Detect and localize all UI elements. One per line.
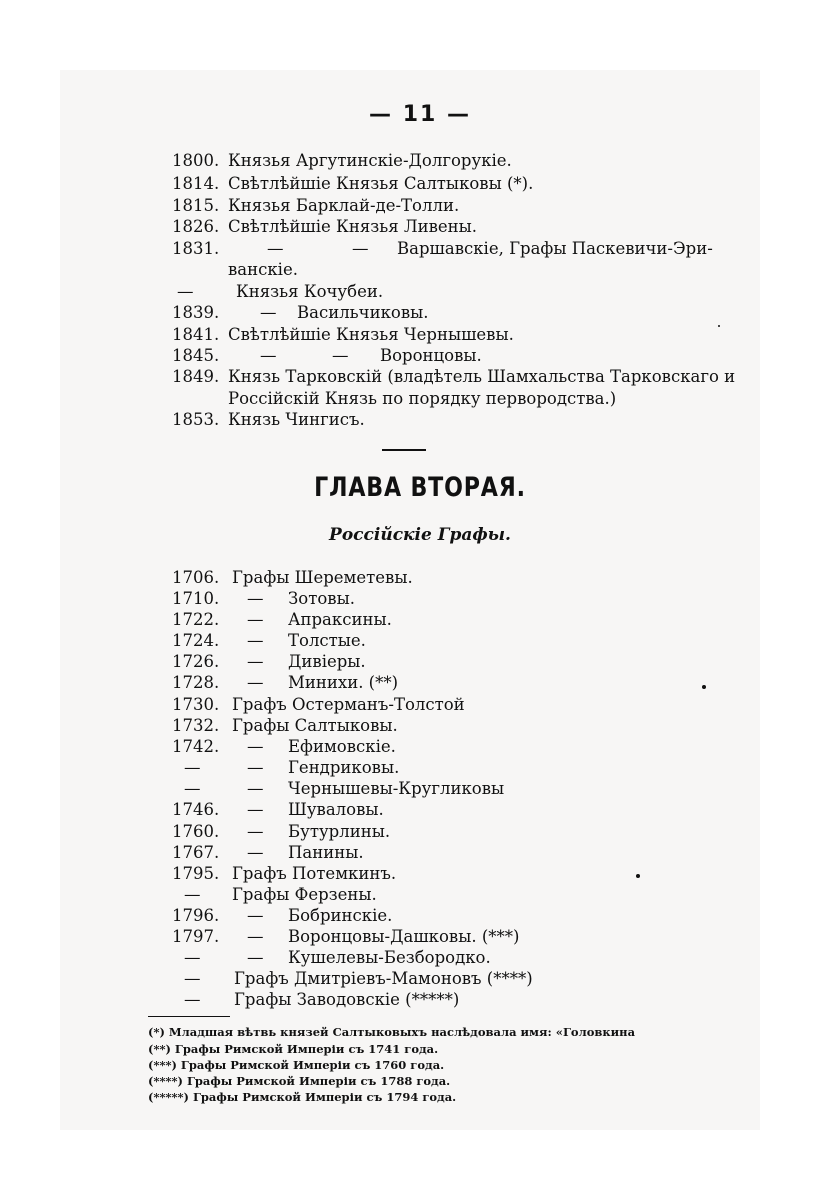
entry-text: Шуваловы. bbox=[288, 800, 384, 819]
year: 1797. bbox=[172, 927, 220, 946]
ditto-mark: — bbox=[184, 969, 201, 988]
entry-text: Гендриковы. bbox=[288, 758, 400, 777]
entry-text: Дивіеры. bbox=[288, 652, 366, 671]
ditto-mark: — bbox=[247, 779, 264, 798]
year: 1760. bbox=[172, 822, 220, 841]
year: 1800. bbox=[172, 151, 220, 170]
entry-text: Воронцовы-Дашковы. (***) bbox=[288, 927, 520, 946]
ditto-mark: — bbox=[260, 303, 277, 322]
ditto-mark: — bbox=[184, 779, 201, 798]
footnote: (*) Младшая вѣтвь князей Салтыковыхъ наслѣдовала имя: «Головкина bbox=[148, 1025, 636, 1039]
ditto-mark: — bbox=[247, 589, 264, 608]
footnote: (***) Графы Римской Имперіи съ 1760 года. bbox=[148, 1058, 445, 1072]
entry-text: Бобринскіе. bbox=[288, 906, 393, 925]
page-number: — 11 — bbox=[369, 102, 471, 127]
year: 1839. bbox=[172, 303, 220, 322]
entry-text: Свѣтлѣйшіе Князья Ливены. bbox=[228, 217, 478, 236]
entry-text: Варшавскіе, Графы Паскевичи-Эри- bbox=[397, 239, 713, 258]
ditto-mark: — bbox=[247, 800, 264, 819]
year: 1815. bbox=[172, 196, 220, 215]
entry-text: Князья Аргутинскіе-Долгорукіе. bbox=[228, 151, 512, 170]
entry-text: ванскіе. bbox=[228, 260, 298, 279]
ditto-mark: — bbox=[184, 990, 201, 1009]
ditto-mark: — bbox=[247, 906, 264, 925]
ink-speck bbox=[636, 874, 640, 878]
ditto-mark: — bbox=[267, 239, 284, 258]
ditto-mark: — bbox=[184, 885, 201, 904]
year: 1746. bbox=[172, 800, 220, 819]
entry-text: Графы Салтыковы. bbox=[232, 716, 398, 735]
ditto-mark: — bbox=[332, 346, 349, 365]
entry-text: Князья Барклай-де-Толли. bbox=[228, 196, 460, 215]
ditto-mark: — bbox=[260, 346, 277, 365]
entry-text: Графы Шереметевы. bbox=[232, 568, 413, 587]
entry-text: Графы Ферзены. bbox=[232, 885, 377, 904]
entry-text: Зотовы. bbox=[288, 589, 355, 608]
year: 1814. bbox=[172, 174, 220, 193]
entry-text: Графъ Остерманъ-Толстой bbox=[232, 695, 465, 714]
chapter-subtitle: Россійскіе Графы. bbox=[329, 525, 511, 545]
entry-text: Князь Тарковскій (владѣтель Шамхальства Тарковскаго и bbox=[228, 367, 736, 386]
ditto-mark: — bbox=[247, 673, 264, 692]
footnote: (****) Графы Римской Имперіи съ 1788 года. bbox=[148, 1074, 451, 1088]
ditto-mark: — bbox=[247, 652, 264, 671]
year: 1730. bbox=[172, 695, 220, 714]
footnote-rule bbox=[148, 1016, 230, 1017]
section-divider bbox=[382, 449, 426, 451]
entry-text: Васильчиковы. bbox=[297, 303, 429, 322]
entry-text: Панины. bbox=[288, 843, 364, 862]
year: 1767. bbox=[172, 843, 220, 862]
ditto-mark: — bbox=[177, 282, 194, 301]
entry-text: Князья Кочубеи. bbox=[236, 282, 384, 301]
year: 1849. bbox=[172, 367, 220, 386]
year: 1845. bbox=[172, 346, 220, 365]
entry-text: Ефимовскіе. bbox=[288, 737, 396, 756]
entry-text: Толстые. bbox=[288, 631, 366, 650]
footnote: (*****) Графы Римской Имперіи съ 1794 года. bbox=[148, 1090, 457, 1104]
year: 1796. bbox=[172, 906, 220, 925]
entry-text: Бутурлины. bbox=[288, 822, 391, 841]
year: 1732. bbox=[172, 716, 220, 735]
year: 1710. bbox=[172, 589, 220, 608]
year: 1826. bbox=[172, 217, 220, 236]
entry-text: Графъ Потемкинъ. bbox=[232, 864, 397, 883]
year: 1728. bbox=[172, 673, 220, 692]
year: 1724. bbox=[172, 631, 220, 650]
entry-text: Россійскій Князь по порядку первородства.) bbox=[228, 389, 617, 408]
entry-text: Свѣтлѣйшіе Князья Чернышевы. bbox=[228, 325, 514, 344]
ditto-mark: — bbox=[247, 843, 264, 862]
entry-text: Кушелевы-Безбородко. bbox=[288, 948, 491, 967]
year: 1706. bbox=[172, 568, 220, 587]
ditto-mark: — bbox=[247, 822, 264, 841]
year: 1726. bbox=[172, 652, 220, 671]
ink-speck bbox=[718, 325, 720, 327]
ditto-mark: — bbox=[352, 239, 369, 258]
chapter-title: ГЛАВА ВТОРАЯ. bbox=[314, 472, 526, 503]
ditto-mark: — bbox=[247, 758, 264, 777]
entry-text: Чернышевы-Кругликовы bbox=[288, 779, 505, 798]
ditto-mark: — bbox=[247, 927, 264, 946]
ditto-mark: — bbox=[247, 948, 264, 967]
entry-text: Минихи. (**) bbox=[288, 673, 399, 692]
year: 1853. bbox=[172, 410, 220, 429]
entry-text: Графъ Дмитріевъ-Мамоновъ (****) bbox=[234, 969, 533, 988]
year: 1831. bbox=[172, 239, 220, 258]
year: 1742. bbox=[172, 737, 220, 756]
ditto-mark: — bbox=[184, 758, 201, 777]
year: 1722. bbox=[172, 610, 220, 629]
ditto-mark: — bbox=[247, 631, 264, 650]
entry-text: Графы Заводовскіе (*****) bbox=[234, 990, 460, 1009]
ink-speck bbox=[702, 685, 706, 689]
entry-text: Воронцовы. bbox=[380, 346, 482, 365]
ditto-mark: — bbox=[184, 948, 201, 967]
ditto-mark: — bbox=[247, 610, 264, 629]
entry-text: Апраксины. bbox=[288, 610, 392, 629]
year: 1841. bbox=[172, 325, 220, 344]
entry-text: Князь Чингисъ. bbox=[228, 410, 365, 429]
ditto-mark: — bbox=[247, 737, 264, 756]
entry-text: Свѣтлѣйшіе Князья Салтыковы (*). bbox=[228, 174, 534, 193]
year: 1795. bbox=[172, 864, 220, 883]
footnote: (**) Графы Римской Имперіи съ 1741 года. bbox=[148, 1042, 439, 1056]
